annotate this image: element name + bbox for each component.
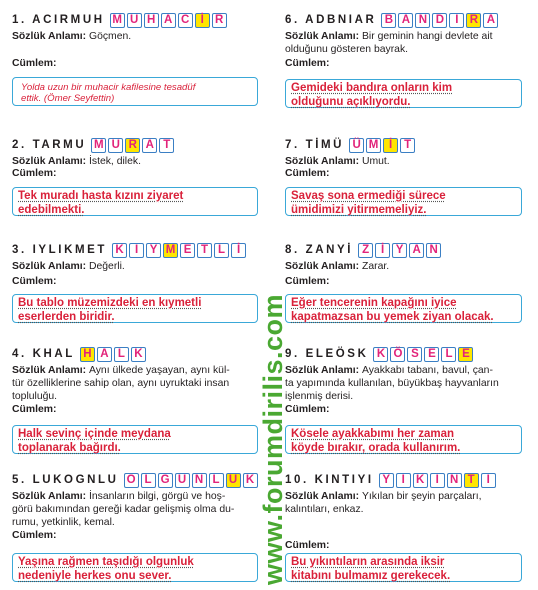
sentence-box	[12, 425, 258, 454]
scrambled-word: 8. ZANYİ	[285, 244, 354, 256]
scrambled-word: 7. TİMÜ	[285, 139, 345, 151]
letter-tile: İ	[195, 13, 210, 28]
meaning-label: Sözlük Anlamı:	[285, 156, 362, 167]
word-heading	[285, 9, 500, 31]
word-card	[12, 343, 272, 455]
answer-tiles	[379, 473, 498, 488]
letter-tile: I	[481, 473, 496, 488]
example-sentence: Yolda uzun bir muhacir kafilesine tesadüf ettik. (Ömer Seyfettin)	[21, 82, 196, 105]
word-card	[285, 469, 538, 583]
scrambled-word: 1. ACIRMUH	[12, 14, 105, 26]
letter-tile: D	[432, 13, 447, 28]
scrambled-word: 2. TARMU	[12, 139, 87, 151]
scrambled-word: 4. KHAL	[12, 348, 75, 360]
letter-tile: M	[110, 13, 125, 28]
letter-tile: T	[159, 138, 174, 153]
word-card	[285, 9, 538, 109]
word-card	[12, 239, 272, 324]
letter-tile: K	[413, 473, 428, 488]
dictionary-meaning: Sözlük Anlamı: Bir geminin hangi devlete ait olduğunu gösteren bayrak.	[285, 31, 493, 56]
letter-tile: U	[226, 473, 241, 488]
letter-tile: A	[409, 243, 424, 258]
answer-tiles	[112, 243, 248, 258]
letter-tile: N	[426, 243, 441, 258]
letter-tile: İ	[383, 138, 398, 153]
example-sentence: Savaş sona ermediği sürece ümidimizi yitirmemeliyiz.	[291, 190, 446, 216]
word-card	[12, 9, 272, 107]
letter-tile: M	[91, 138, 106, 153]
letter-tile: Z	[358, 243, 373, 258]
word-card	[12, 134, 272, 217]
example-sentence: Halk sevinç içinde meydana toplanarak bağırdı.	[18, 428, 171, 454]
dictionary-meaning: Sözlük Anlamı: Zarar.	[285, 261, 390, 272]
letter-tile: O	[124, 473, 139, 488]
sentence-label: Cümlem:	[12, 404, 57, 415]
answer-tiles	[358, 243, 443, 258]
scrambled-word: 5. LUKOGNLU	[12, 474, 119, 486]
letter-tile: Ü	[349, 138, 364, 153]
dictionary-meaning: Sözlük Anlamı: Değerli.	[12, 261, 125, 272]
letter-tile: L	[209, 473, 224, 488]
sentence-box	[12, 77, 258, 106]
letter-tile: T	[197, 243, 212, 258]
letter-tile: E	[458, 347, 473, 362]
letter-tile: K	[243, 473, 258, 488]
sentence-label: Cümlem:	[12, 276, 57, 287]
letter-tile: U	[108, 138, 123, 153]
letter-tile: I	[129, 243, 144, 258]
word-card	[12, 469, 272, 583]
meaning-label: Sözlük Anlamı:	[12, 156, 89, 167]
letter-tile: A	[142, 138, 157, 153]
scrambled-word: 3. IYLIKMET	[12, 244, 108, 256]
meaning-label: Sözlük Anlamı:	[12, 261, 89, 272]
meaning-label: Sözlük Anlamı:	[285, 31, 362, 42]
sentence-box	[285, 79, 522, 108]
word-heading	[285, 343, 475, 365]
letter-tile: A	[398, 13, 413, 28]
letter-tile: E	[180, 243, 195, 258]
letter-tile: S	[407, 347, 422, 362]
example-sentence: Eğer tencerenin kapağını iyice kapatmazsan bu yemek ziyan olacak.	[291, 297, 494, 323]
meaning-label: Sözlük Anlamı:	[12, 491, 89, 502]
answer-tiles	[110, 13, 229, 28]
watermark: www.forumdirilis.com	[258, 293, 288, 585]
sentence-label: Cümlem:	[12, 58, 57, 69]
letter-tile: İ	[231, 243, 246, 258]
letter-tile: İ	[375, 243, 390, 258]
sentence-box	[285, 553, 522, 582]
word-heading	[285, 239, 443, 261]
word-heading	[285, 469, 498, 491]
dictionary-meaning: Sözlük Anlamı: İstek, dilek.	[12, 156, 141, 167]
dictionary-meaning: Sözlük Anlamı: Umut.	[285, 156, 390, 167]
example-sentence: Yaşına rağmen taşıdığı olgunluk nedeniyle herkes onu sever.	[18, 556, 194, 582]
dictionary-meaning: Sözlük Anlamı: İnsanların bilgi, görgü ve hoş- görü bakımından gereği kadar gelişmiş olma du- rumu, yetkinlik, kemal.	[12, 491, 235, 529]
letter-tile: M	[366, 138, 381, 153]
sentence-label: Cümlem:	[285, 540, 330, 551]
meaning-label: Sözlük Anlamı:	[12, 31, 89, 42]
scrambled-word: 10. KINTIYI	[285, 474, 374, 486]
sentence-box	[285, 294, 522, 323]
sentence-label: Cümlem:	[12, 168, 57, 179]
meaning-label: Sözlük Anlamı:	[285, 365, 362, 376]
letter-tile: B	[381, 13, 396, 28]
word-card	[285, 343, 538, 455]
dictionary-meaning: Sözlük Anlamı: Aynı ülkede yaşayan, aynı kül- tür özelliklerine sahip olan, aynı uyruktaki insan topluluğu.	[12, 365, 230, 403]
sentence-box	[12, 553, 258, 582]
letter-tile: C	[178, 13, 193, 28]
letter-tile: A	[483, 13, 498, 28]
sentence-label: Cümlem:	[285, 276, 330, 287]
sentence-box	[12, 294, 258, 323]
example-sentence: Bu tablo müzemizdeki en kıymetli eserlerden biridir.	[18, 297, 202, 323]
letter-tile: M	[163, 243, 178, 258]
letter-tile: H	[80, 347, 95, 362]
letter-tile: L	[114, 347, 129, 362]
letter-tile: A	[161, 13, 176, 28]
answer-tiles	[381, 13, 500, 28]
example-sentence: Gemideki bandıra onların kim olduğunu açıklıyordu.	[291, 82, 453, 108]
scrambled-word: 9. ELEÖSK	[285, 348, 369, 360]
letter-tile: A	[97, 347, 112, 362]
word-heading	[12, 239, 248, 261]
meaning-label: Sözlük Anlamı:	[285, 261, 362, 272]
letter-tile: I	[430, 473, 445, 488]
word-heading	[12, 134, 176, 156]
letter-tile: R	[125, 138, 140, 153]
letter-tile: L	[441, 347, 456, 362]
answer-tiles	[373, 347, 475, 362]
letter-tile: Y	[146, 243, 161, 258]
meaning-label: Sözlük Anlamı:	[12, 365, 89, 376]
word-heading	[12, 469, 260, 491]
answer-tiles	[349, 138, 417, 153]
letter-tile: U	[127, 13, 142, 28]
letter-tile: G	[158, 473, 173, 488]
letter-tile: T	[400, 138, 415, 153]
letter-tile: Y	[392, 243, 407, 258]
answer-tiles	[80, 347, 148, 362]
letter-tile: N	[415, 13, 430, 28]
example-sentence: Kösele ayakkabımı her zaman köyde bırakır, orada kullanırım.	[291, 428, 461, 454]
letter-tile: U	[175, 473, 190, 488]
example-sentence: Bu yıkıntıların arasında iksir kitabını bulmamız gerekecek.	[291, 556, 451, 582]
dictionary-meaning: Sözlük Anlamı: Göçmen.	[12, 31, 132, 42]
watermark-wrap	[258, 145, 292, 585]
scrambled-word: 6. ADBNIAR	[285, 14, 377, 26]
sentence-box	[285, 187, 522, 216]
letter-tile: R	[466, 13, 481, 28]
sentence-box	[12, 187, 258, 216]
letter-tile: T	[464, 473, 479, 488]
letter-tile: N	[192, 473, 207, 488]
dictionary-meaning: Sözlük Anlamı: Ayakkabı tabanı, bavul, çan- ta yapımında kullanılan, büyükbaş hayvanların işlenmiş derisi.	[285, 365, 499, 403]
letter-tile: N	[447, 473, 462, 488]
letter-tile: K	[112, 243, 127, 258]
sentence-label: Cümlem:	[12, 530, 57, 541]
word-heading	[12, 9, 229, 31]
letter-tile: Y	[379, 473, 394, 488]
answer-tiles	[91, 138, 176, 153]
letter-tile: Ö	[390, 347, 405, 362]
word-heading	[285, 134, 417, 156]
sentence-label: Cümlem:	[285, 168, 330, 179]
letter-tile: K	[373, 347, 388, 362]
letter-tile: I	[396, 473, 411, 488]
dictionary-meaning: Sözlük Anlamı: Yıkılan bir şeyin parçaları, kalıntıları, enkaz.	[285, 491, 482, 516]
word-card	[285, 239, 538, 324]
sentence-label: Cümlem:	[285, 404, 330, 415]
letter-tile: L	[141, 473, 156, 488]
example-sentence: Tek muradı hasta kızını ziyaret edebilmekti.	[18, 190, 184, 216]
sentence-box	[285, 425, 522, 454]
letter-tile: R	[212, 13, 227, 28]
letter-tile: I	[449, 13, 464, 28]
meaning-label: Sözlük Anlamı:	[285, 491, 362, 502]
letter-tile: K	[131, 347, 146, 362]
sentence-label: Cümlem:	[285, 58, 330, 69]
letter-tile: E	[424, 347, 439, 362]
letter-tile: L	[214, 243, 229, 258]
word-card	[285, 134, 538, 217]
answer-tiles	[124, 473, 260, 488]
word-heading	[12, 343, 148, 365]
letter-tile: H	[144, 13, 159, 28]
